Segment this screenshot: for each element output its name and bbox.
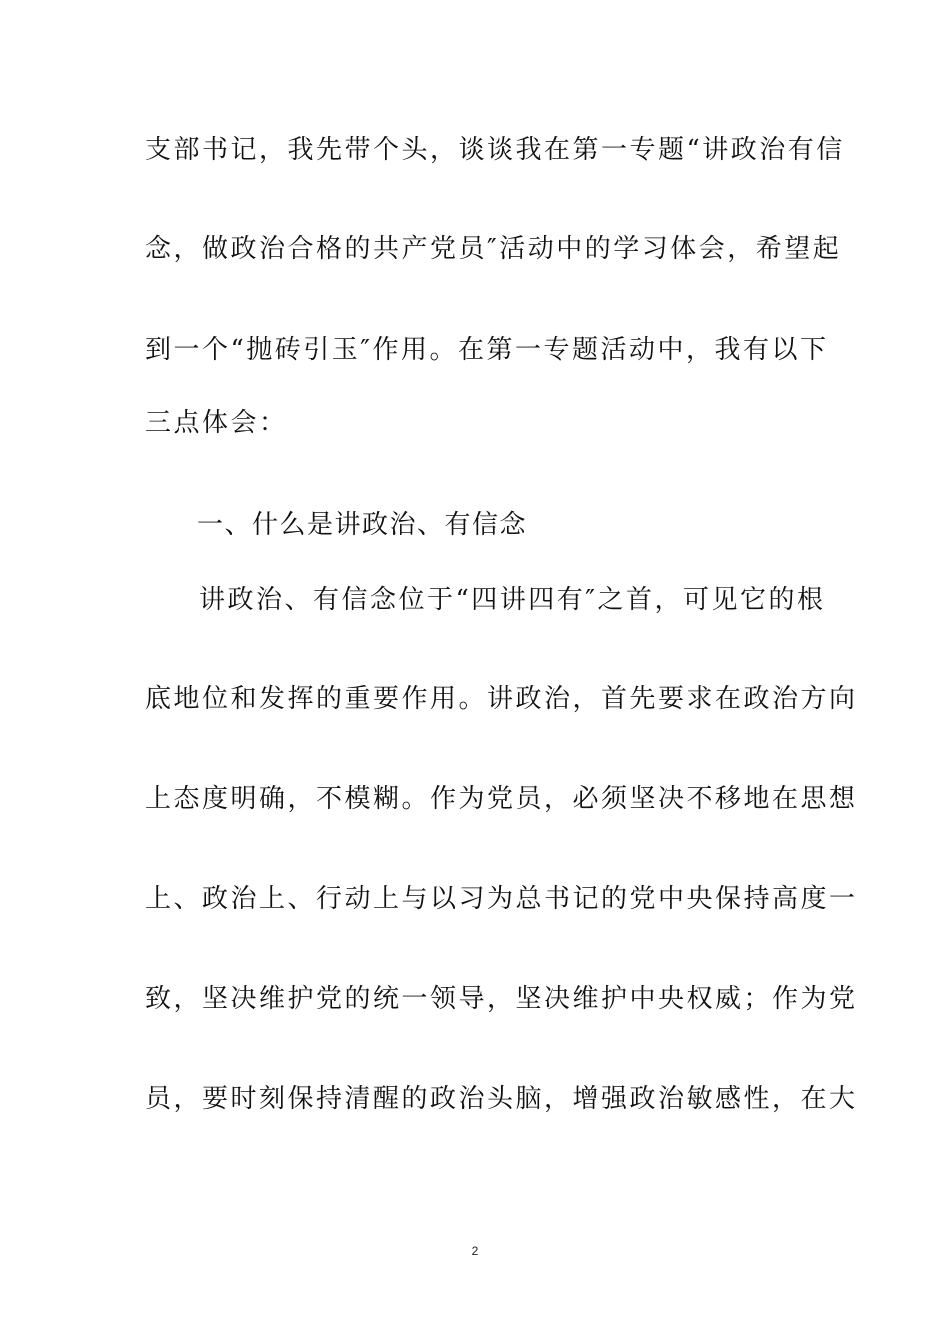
paragraph-line: 底地位和发挥的重要作用。讲政治，首先要求在政治方向 [145, 684, 858, 714]
paragraph-line: 讲政治、有信念位于“四讲四有″之首，可见它的根 [199, 585, 826, 615]
paragraph-line: 到一个“抛砖引玉″作用。在第一专题活动中，我有以下 [145, 335, 829, 365]
paragraph-line: 上态度明确，不模糊。作为党员，必须坚决不移地在思想 [145, 784, 858, 814]
paragraph-line: 支部书记，我先带个头，谈谈我在第一专题“讲政治有信 [145, 135, 845, 165]
paragraph-line: 员，要时刻保持清醒的政治头脑，增强政治敏感性，在大 [145, 1084, 858, 1114]
page-number: 2 [471, 1244, 479, 1258]
paragraph-line: 上、政治上、行动上与以习为总书记的党中央保持高度一 [145, 884, 858, 914]
section-heading: 一、什么是讲政治、有信念 [197, 510, 528, 540]
paragraph-line: 致，坚决维护党的统一领导，坚决维护中央权威；作为党 [145, 984, 858, 1014]
paragraph-line: 三点体会： [145, 408, 288, 438]
paragraph-line: 念，做政治合格的共产党员″活动中的学习体会，希望起 [145, 234, 842, 264]
